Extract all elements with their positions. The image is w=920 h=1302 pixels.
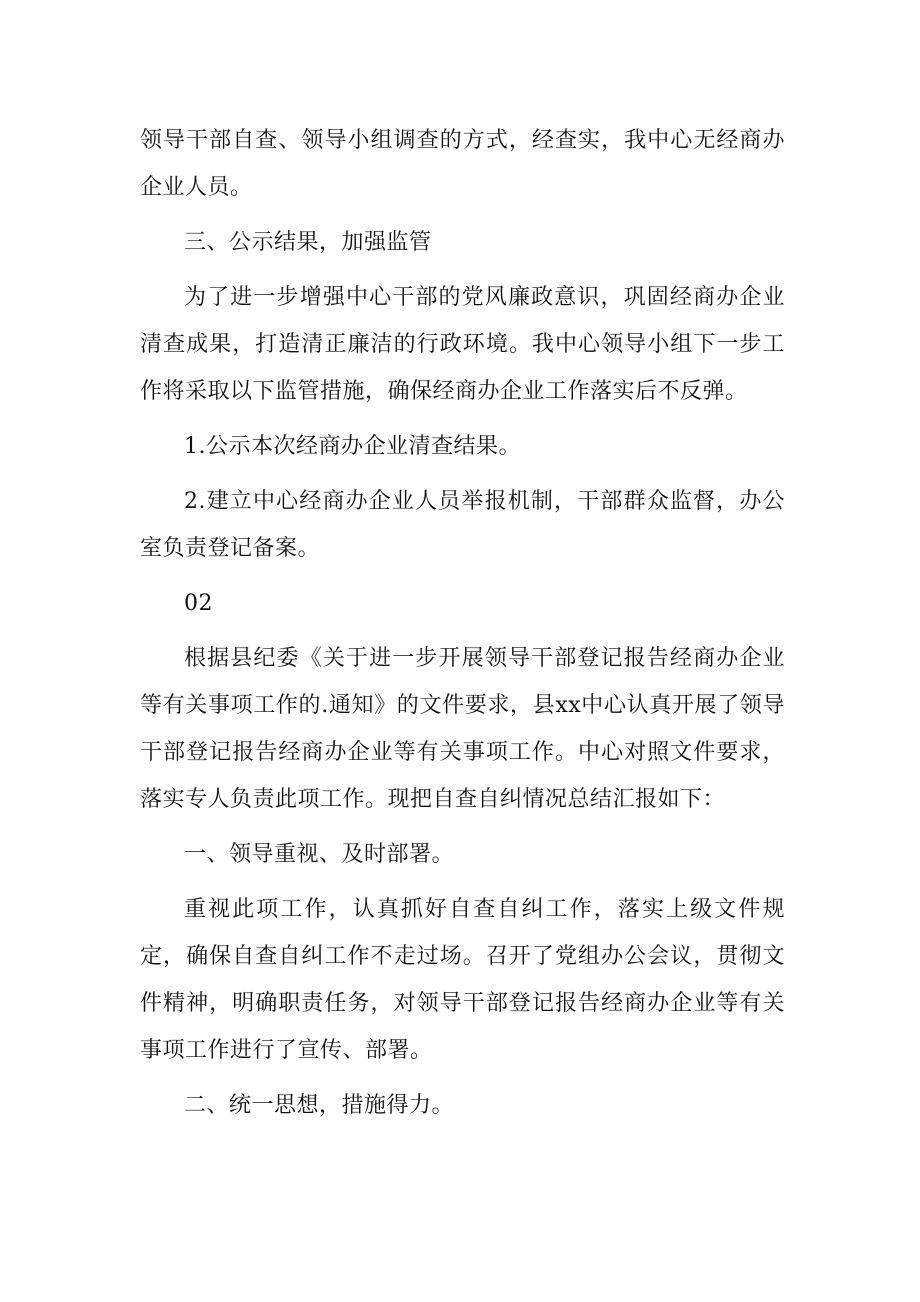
paragraph: 领导干部自查、领导小组调查的方式，经查实，我中心无经商办企业人员。	[140, 128, 785, 200]
list-item: 1.公示本次经商办企业清查结果。	[184, 434, 521, 459]
section-heading: 三、公示结果，加强监管	[184, 230, 432, 255]
section-heading: 一、领导重视、及时部署。	[184, 842, 455, 867]
paragraph: 根据县纪委《关于进一步开展领导干部登记报告经商办企业等有关事项工作的.通知》的文件要求，县xx中心认真开展了领导干部登记报告经商办企业等有关事项工作。中心对照文件要求，落实专人负责此项工作。现把自查自纠情况总结汇报如下：	[140, 646, 785, 812]
document-body	[140, 117, 785, 1137]
section-number: 02	[184, 591, 213, 616]
paragraph: 为了进一步增强中心干部的党风廉政意识，巩固经商办企业清查成果，打造清正廉洁的行政环境。我中心领导小组下一步工作将采取以下监管措施，确保经商办企业工作落实后不反弹。	[140, 285, 785, 404]
section-heading: 二、统一思想，措施得力。	[184, 1093, 455, 1118]
list-item: 2.建立中心经商办企业人员举报机制，干部群众监督，办公室负责登记备案。	[140, 489, 785, 561]
paragraph: 重视此项工作，认真抓好自查自纠工作，落实上级文件规定，确保自查自纠工作不走过场。召开了党组办公会议，贯彻文件精神，明确职责任务，对领导干部登记报告经商办企业等有关事项工作进行了宣传、部署。	[140, 897, 785, 1063]
